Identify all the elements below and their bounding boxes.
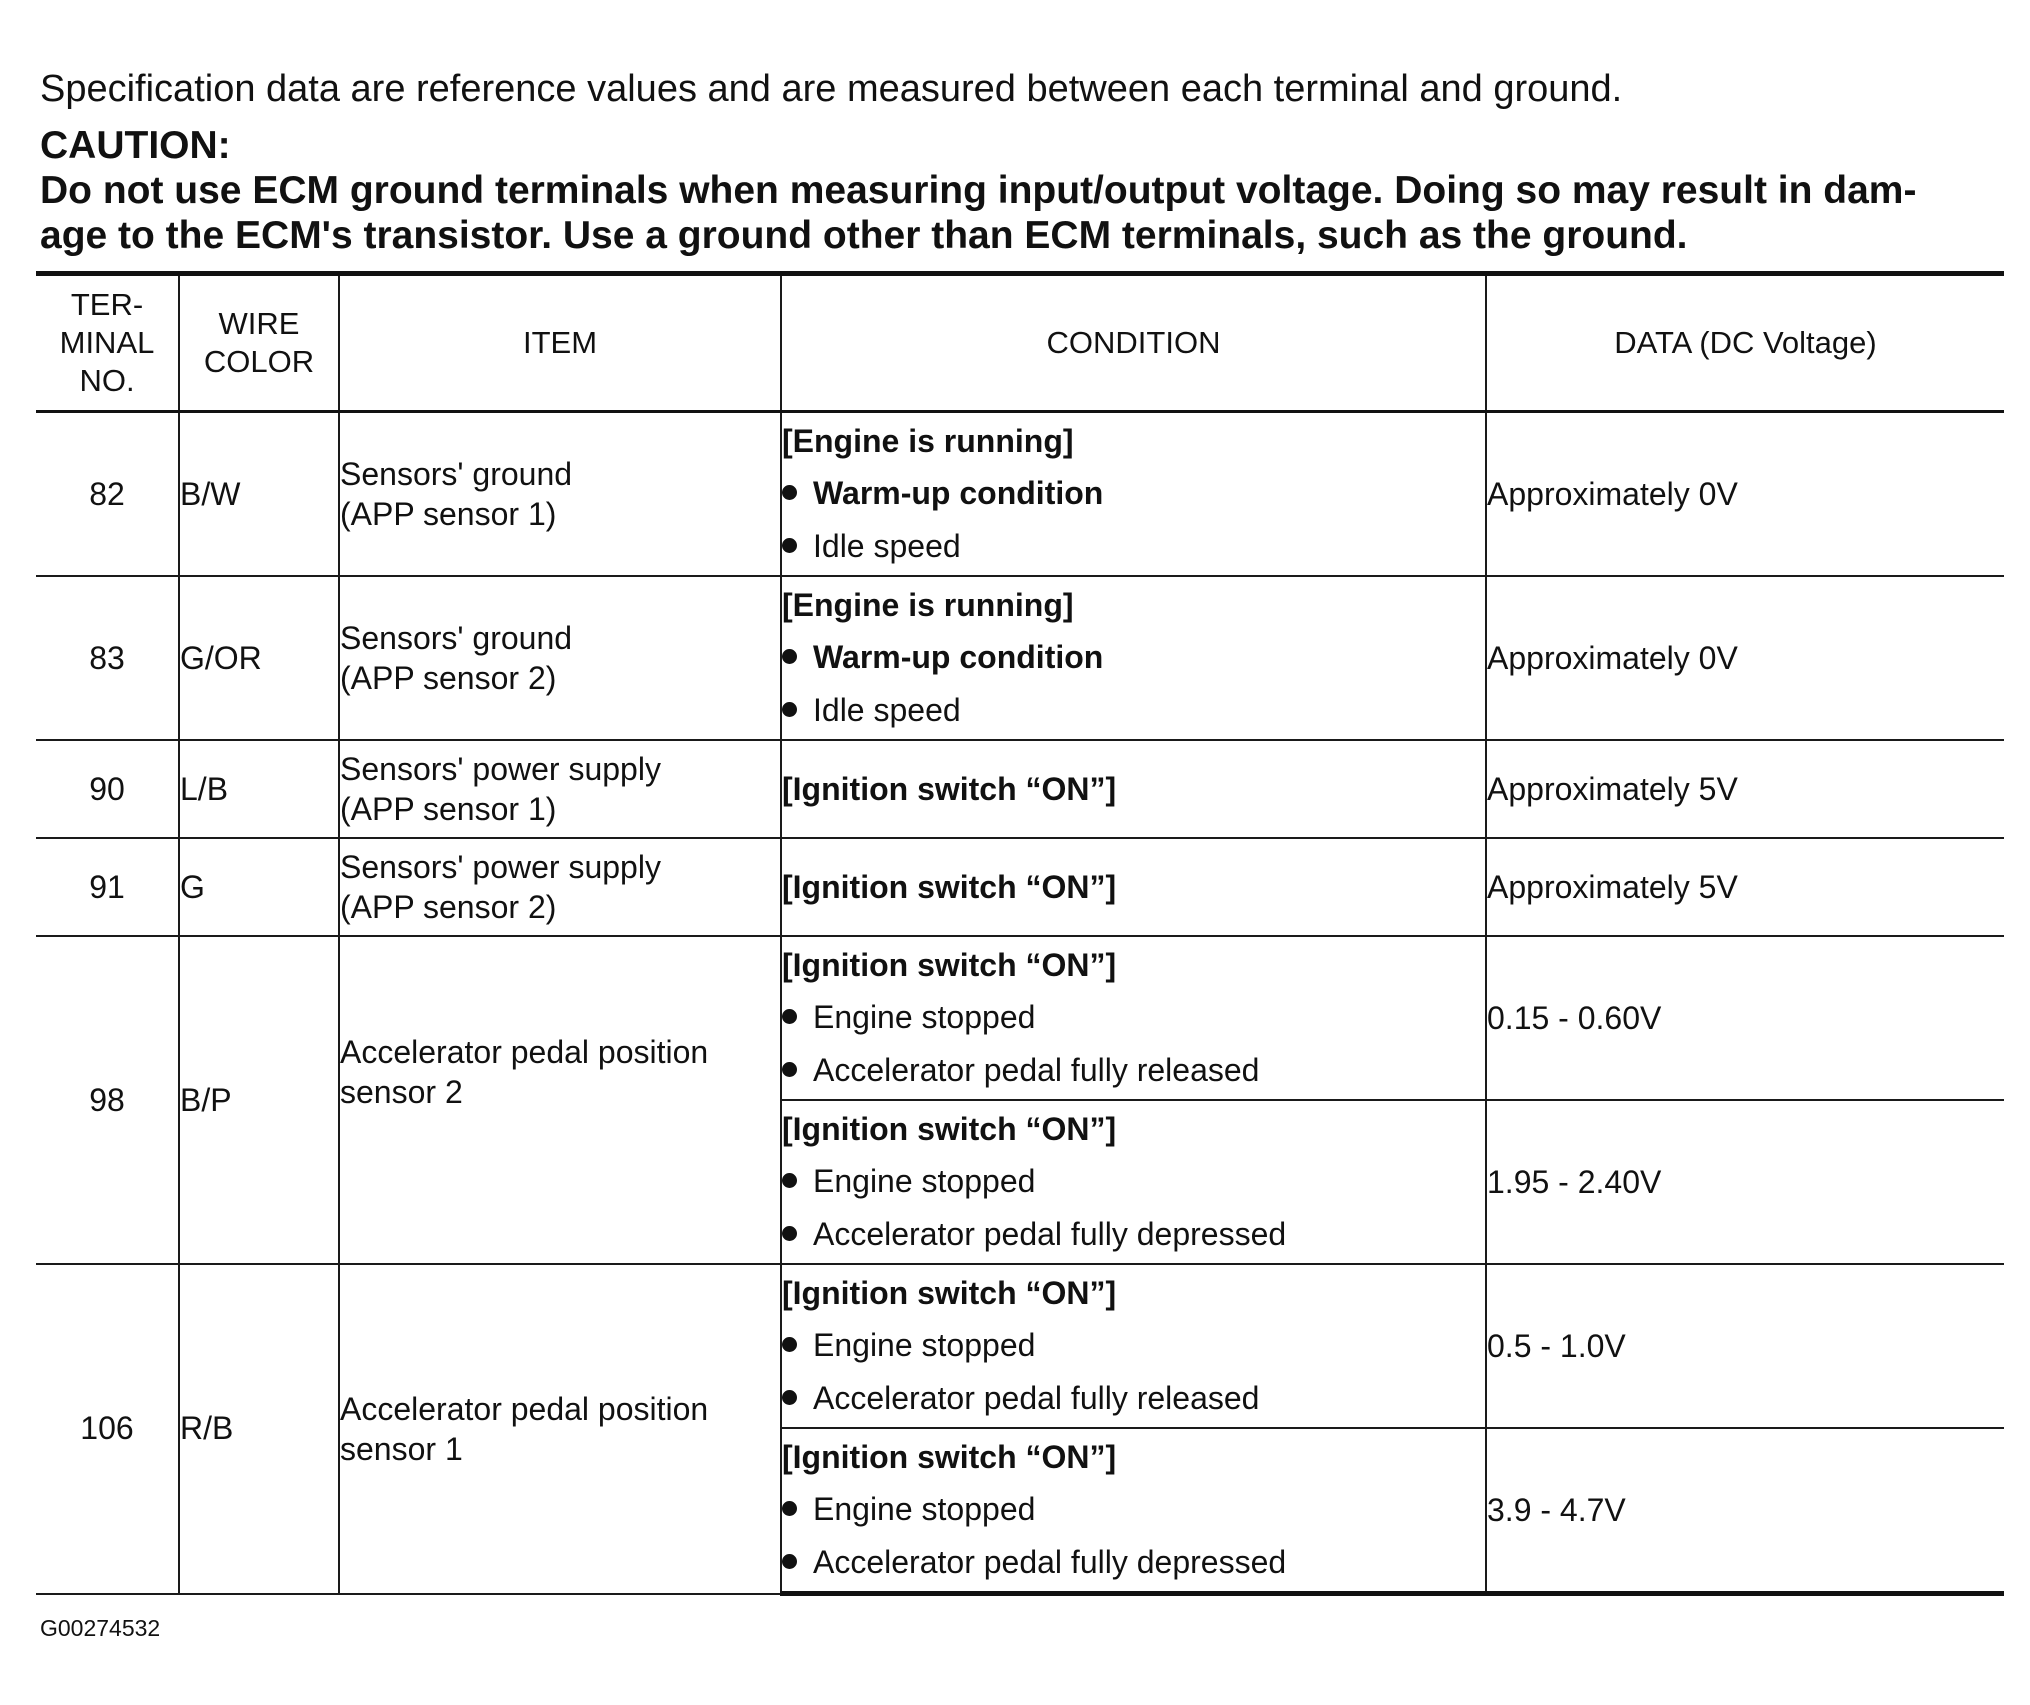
condition: [Ignition switch “ON”] — [781, 838, 1486, 936]
bullet-item: Warm-up condition — [782, 631, 1485, 684]
condition: [Ignition switch “ON”] Engine stopped Accelerator pedal fully released — [781, 936, 1486, 1100]
header-wire-color: WIRE COLOR — [179, 274, 339, 412]
table-row — [36, 1264, 2004, 1428]
dc-voltage: Approximately 5V — [1486, 740, 2004, 838]
header-condition: CONDITION — [781, 274, 1486, 412]
header-item: ITEM — [339, 274, 781, 412]
table-row — [36, 740, 2004, 838]
wire-color: L/B — [179, 740, 339, 838]
bullet-item: Accelerator pedal fully released — [782, 1044, 1485, 1097]
bullet-item: Engine stopped — [782, 1319, 1485, 1372]
table-row — [36, 838, 2004, 936]
condition: [Ignition switch “ON”] Engine stopped Accelerator pedal fully depressed — [781, 1100, 1486, 1264]
dc-voltage: Approximately 0V — [1486, 412, 2004, 577]
terminal-number: 98 — [36, 936, 179, 1264]
header-data: DATA (DC Voltage) — [1486, 274, 2004, 412]
bullet-icon — [782, 702, 797, 717]
bullet-item: Engine stopped — [782, 991, 1485, 1044]
dc-voltage: 1.95 - 2.40V — [1486, 1100, 2004, 1264]
intro-text: Specification data are reference values and are measured between each terminal and ground. — [40, 68, 1623, 110]
bullet-item: Accelerator pedal fully depressed — [782, 1536, 1485, 1589]
condition: [Ignition switch “ON”] — [781, 740, 1486, 838]
terminal-number: 82 — [36, 412, 179, 577]
bullet-icon — [782, 485, 797, 500]
item-name: Accelerator pedal position sensor 1 — [339, 1264, 781, 1594]
bullet-item: Warm-up condition — [782, 467, 1485, 520]
item-name: Sensors' ground (APP sensor 1) — [339, 412, 781, 577]
wire-color: G/OR — [179, 576, 339, 740]
wire-color: B/P — [179, 936, 339, 1264]
caution-line-1: Do not use ECM ground terminals when measuring input/output voltage. Doing so may result in dam- — [40, 169, 1917, 212]
wire-color: B/W — [179, 412, 339, 577]
dc-voltage: Approximately 0V — [1486, 576, 2004, 740]
bullet-icon — [782, 1226, 797, 1241]
bullet-icon — [782, 538, 797, 553]
bullet-item: Idle speed — [782, 684, 1485, 737]
bullet-icon — [782, 1173, 797, 1188]
wire-color: R/B — [179, 1264, 339, 1594]
bullet-icon — [782, 1554, 797, 1569]
item-name: Sensors' power supply (APP sensor 1) — [339, 740, 781, 838]
item-name: Accelerator pedal position sensor 2 — [339, 936, 781, 1264]
table-row — [36, 576, 2004, 740]
item-name: Sensors' power supply (APP sensor 2) — [339, 838, 781, 936]
figure-id: G00274532 — [40, 1615, 161, 1641]
terminal-number: 106 — [36, 1264, 179, 1594]
bullet-icon — [782, 1390, 797, 1405]
wire-color: G — [179, 838, 339, 936]
table-row — [36, 412, 2004, 577]
dc-voltage: 3.9 - 4.7V — [1486, 1428, 2004, 1594]
bullet-icon — [782, 1501, 797, 1516]
terminal-number: 90 — [36, 740, 179, 838]
bullet-icon — [782, 649, 797, 664]
bullet-icon — [782, 1009, 797, 1024]
bullet-item: Accelerator pedal fully depressed — [782, 1208, 1485, 1261]
caution-text — [40, 168, 2008, 258]
dc-voltage: Approximately 5V — [1486, 838, 2004, 936]
table-row — [36, 936, 2004, 1100]
dc-voltage: 0.5 - 1.0V — [1486, 1264, 2004, 1428]
condition: [Ignition switch “ON”] Engine stopped Accelerator pedal fully depressed — [781, 1428, 1486, 1594]
condition: [Engine is running] Warm-up condition Idle speed — [781, 576, 1486, 740]
dc-voltage: 0.15 - 0.60V — [1486, 936, 2004, 1100]
bullet-item: Engine stopped — [782, 1155, 1485, 1208]
terminal-spec-table — [36, 271, 2004, 1596]
header-row — [36, 274, 2004, 412]
bullet-item: Idle speed — [782, 520, 1485, 573]
terminal-number: 83 — [36, 576, 179, 740]
condition: [Engine is running] Warm-up condition Idle speed — [781, 412, 1486, 577]
bullet-icon — [782, 1337, 797, 1352]
caution-line-2: age to the ECM's transistor. Use a ground other than ECM terminals, such as the ground. — [40, 214, 1688, 257]
bullet-icon — [782, 1062, 797, 1077]
caution-title: CAUTION: — [40, 124, 231, 167]
item-name: Sensors' ground (APP sensor 2) — [339, 576, 781, 740]
condition: [Ignition switch “ON”] Engine stopped Accelerator pedal fully released — [781, 1264, 1486, 1428]
bullet-item: Accelerator pedal fully released — [782, 1372, 1485, 1425]
terminal-number: 91 — [36, 838, 179, 936]
header-terminal-no: TER- MINAL NO. — [36, 274, 179, 412]
bullet-item: Engine stopped — [782, 1483, 1485, 1536]
